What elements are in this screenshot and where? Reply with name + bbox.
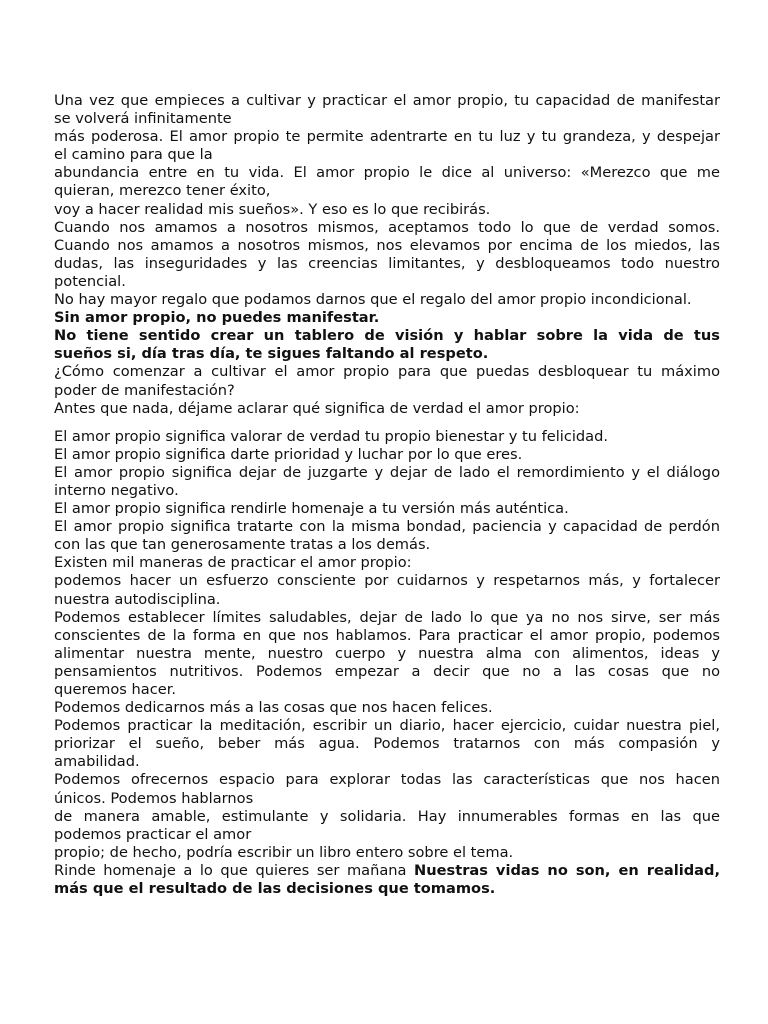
text-line (54, 345, 720, 363)
text-run: dudas, las inseguridades y las creencias limitantes, y desbloqueamos todo nuestro (54, 254, 720, 272)
text-line (54, 591, 720, 609)
text-run: conscientes de la forma en que nos hablamos. Para practicar el amor propio, podemos (54, 626, 720, 644)
text-line (54, 110, 720, 128)
text-run: podemos hacer un esfuerzo consciente por cuidarnos y respetarnos más, y fortalecer (54, 572, 720, 590)
text-run: abundancia entre en tu vida. El amor propio le dice al universo: «Merezco que me (54, 164, 720, 182)
text-line (54, 273, 720, 291)
text-run: interno negativo. (54, 481, 179, 499)
text-run: poder de manifestación? (54, 381, 235, 399)
text-run: amabilidad. (54, 753, 140, 771)
text-line (54, 753, 720, 771)
text-line (54, 627, 720, 645)
text-line (54, 219, 720, 237)
text-run: nuestra autodisciplina. (54, 590, 221, 608)
text-line (54, 428, 720, 446)
text-run: El amor propio significa valorar de verdad tu propio bienestar y tu felicidad. (54, 427, 609, 445)
paragraph-gap (54, 418, 720, 428)
text-line (54, 482, 720, 500)
text-run: Existen mil maneras de practicar el amor propio: (54, 554, 412, 572)
text-line (54, 201, 720, 219)
text-line (54, 400, 720, 418)
text-run: Cuando nos amamos a nosotros mismos, nos elevamos por encima de los miedos, las (54, 236, 720, 254)
text-line (54, 844, 720, 862)
text-run: Podemos establecer límites saludables, dejar de lado lo que ya no nos sirve, ser más (54, 608, 720, 626)
text-line (54, 771, 720, 789)
text-run: El amor propio significa dejar de juzgarte y dejar de lado el remordimiento y el diálogo (54, 463, 720, 481)
text-line (54, 92, 720, 110)
text-line (54, 309, 720, 327)
text-run: Una vez que empieces a cultivar y practicar el amor propio, tu capacidad de manifestar (54, 92, 720, 109)
text-line (54, 862, 720, 880)
text-run: Podemos ofrecernos espacio para explorar todas las características que nos hacen (54, 771, 720, 789)
text-run: El amor propio significa rendirle homenaje a tu versión más auténtica. (54, 500, 569, 518)
text-run: alimentar nuestra mente, nuestro cuerpo y nuestra alma con alimentos, ideas y (54, 644, 720, 662)
text-line (54, 164, 720, 182)
text-line (54, 826, 720, 844)
text-line (54, 363, 720, 381)
text-line (54, 554, 720, 572)
text-line (54, 717, 720, 735)
text-line (54, 663, 720, 681)
text-run: pensamientos nutritivos. Podemos empezar a decir que no a las cosas que no (54, 662, 720, 680)
text-line (54, 645, 720, 663)
text-line (54, 699, 720, 717)
document-body (54, 92, 720, 898)
text-line (54, 237, 720, 255)
text-line (54, 572, 720, 590)
text-run: Podemos practicar la meditación, escribir un diario, hacer ejercicio, cuidar nuestra piel, (54, 717, 720, 735)
text-run: podemos practicar el amor (54, 825, 252, 843)
text-run: El amor propio significa tratarte con la misma bondad, paciencia y capacidad de perdón (54, 518, 720, 536)
text-line (54, 681, 720, 699)
bold-run: Nuestras vidas no son, en realidad, (414, 861, 720, 879)
text-run: queremos hacer. (54, 681, 177, 698)
text-line (54, 808, 720, 826)
text-run: más poderosa. El amor propio te permite adentrarte en tu luz y tu grandeza, y despejar (54, 128, 720, 146)
text-line (54, 880, 720, 898)
text-run: Rinde homenaje a lo que quieres ser mañana (54, 861, 415, 879)
text-line (54, 382, 720, 400)
text-run: voy a hacer realidad mis sueños». Y eso es lo que recibirás. (54, 200, 491, 218)
text-run: propio; de hecho, podría escribir un libro entero sobre el tema. (54, 843, 514, 861)
text-run: más que el resultado de las decisiones que tomamos. (54, 880, 496, 898)
text-line (54, 291, 720, 309)
text-line (54, 609, 720, 627)
text-line (54, 500, 720, 518)
text-run: No tiene sentido crear un tablero de visión y hablar sobre la vida de tus (54, 327, 720, 345)
text-run: priorizar el sueño, beber más agua. Podemos tratarnos con más compasión y (54, 735, 720, 753)
text-run: potencial. (54, 272, 126, 290)
text-line (54, 327, 720, 345)
text-run: Podemos dedicarnos más a las cosas que nos hacen felices. (54, 699, 493, 717)
text-run: de manera amable, estimulante y solidaria. Hay innumerables formas en las que (54, 807, 720, 825)
text-line (54, 735, 720, 753)
text-line (54, 255, 720, 273)
text-run: El amor propio significa darte prioridad y luchar por lo que eres. (54, 445, 523, 463)
text-run: No hay mayor regalo que podamos darnos que el regalo del amor propio incondicional. (54, 291, 692, 309)
text-line (54, 464, 720, 482)
text-run: ¿Cómo comenzar a cultivar el amor propio para que puedas desbloquear tu máximo (54, 363, 720, 381)
text-line (54, 128, 720, 146)
text-line (54, 182, 720, 200)
text-run: con las que tan generosamente tratas a los demás. (54, 536, 431, 554)
text-run: el camino para que la (54, 146, 213, 164)
text-run: se volverá infinitamente (54, 110, 232, 128)
text-run: Cuando nos amamos a nosotros mismos, aceptamos todo lo que de verdad somos. (54, 218, 720, 236)
text-line (54, 146, 720, 164)
text-line (54, 518, 720, 536)
text-run: quieran, merezco tener éxito, (54, 182, 271, 200)
text-run: únicos. Podemos hablarnos (54, 789, 254, 807)
text-run: sueños si, día tras día, te sigues faltando al respeto. (54, 345, 489, 363)
text-line (54, 446, 720, 464)
text-run: Sin amor propio, no puedes manifestar. (54, 309, 380, 327)
text-line (54, 790, 720, 808)
text-run: Antes que nada, déjame aclarar qué significa de verdad el amor propio: (54, 399, 580, 417)
text-line (54, 536, 720, 554)
